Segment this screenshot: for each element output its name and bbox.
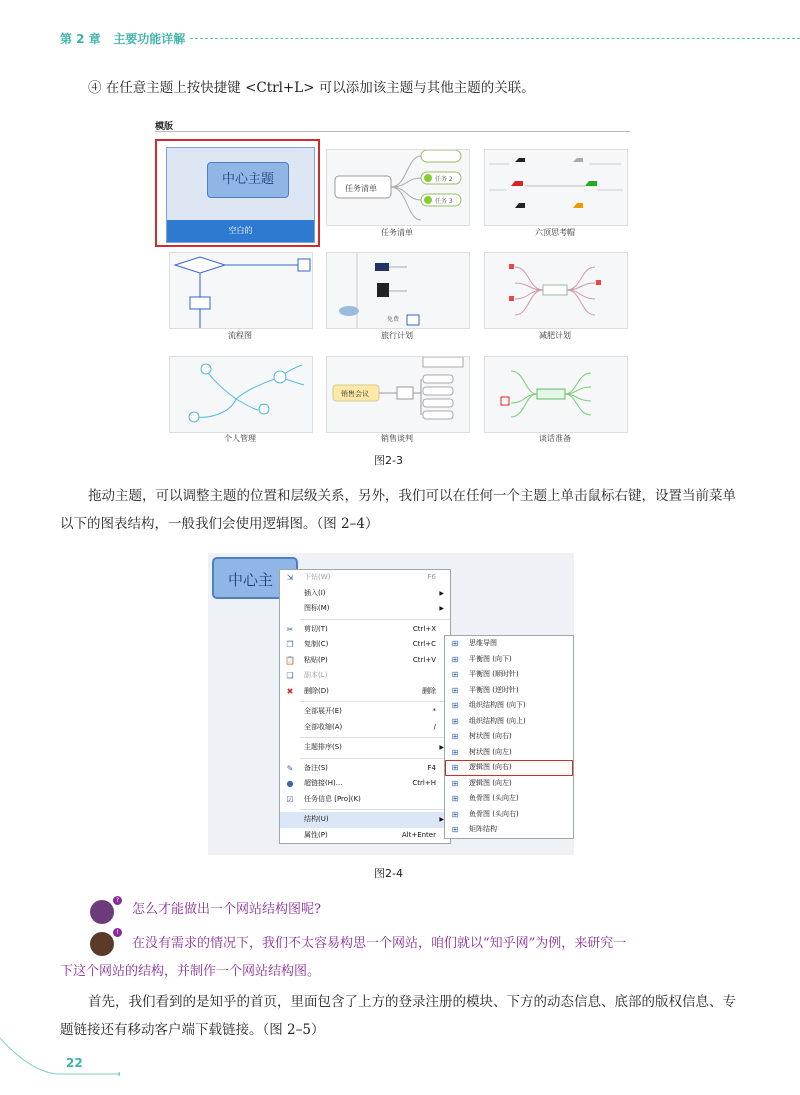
template-personal[interactable] bbox=[169, 356, 313, 433]
weight-loss-preview bbox=[485, 253, 627, 328]
structure-item[interactable] bbox=[445, 714, 573, 730]
menu-item-label: 副本(L) bbox=[304, 671, 328, 679]
template-task-list[interactable] bbox=[326, 149, 470, 226]
submenu-arrow-icon: ▶ bbox=[439, 744, 444, 751]
menu-item-shortcut: 删除 bbox=[422, 686, 436, 695]
label-task-list: 任务清单 bbox=[381, 228, 413, 237]
submenu-arrow-icon: ▶ bbox=[439, 589, 444, 597]
structure-item-label: 平衡图 (逆时针) bbox=[469, 685, 519, 694]
label-travel: 旅行计划 bbox=[381, 331, 413, 340]
template-six-hats[interactable] bbox=[484, 149, 628, 226]
menu-item-shortcut: / bbox=[433, 722, 436, 731]
structure-item[interactable] bbox=[445, 729, 573, 745]
label-conversation: 谈话准备 bbox=[539, 434, 571, 443]
menu-item[interactable] bbox=[280, 622, 450, 638]
menu-item-label: 删除(D) bbox=[304, 686, 329, 695]
template-conversation[interactable] bbox=[484, 356, 628, 433]
menu-item[interactable] bbox=[280, 812, 450, 828]
structure-item-label: 平衡图 (向下) bbox=[469, 654, 512, 663]
label-six-hats: 六顶思考帽 bbox=[535, 228, 575, 237]
structure-item-label: 逻辑图 (向左) bbox=[469, 778, 512, 787]
menu-separator bbox=[300, 701, 450, 702]
menu-item-label: 备注(S) bbox=[304, 763, 328, 772]
structure-item-label: 树状图 (向右) bbox=[469, 732, 512, 740]
menu-separator bbox=[300, 809, 450, 810]
menu-item-label: 全部收缩(A) bbox=[304, 722, 343, 731]
duplicate-icon: ❏ bbox=[286, 671, 294, 680]
menu-item-shortcut: * bbox=[432, 707, 436, 715]
menu-item[interactable] bbox=[280, 828, 450, 844]
center-topic[interactable]: 中心主 bbox=[212, 557, 298, 599]
template-panel-rule bbox=[155, 131, 630, 132]
template-sales[interactable] bbox=[326, 356, 470, 433]
structure-item[interactable] bbox=[445, 776, 573, 792]
structure-icon: ⊞ bbox=[451, 685, 459, 695]
context-menu bbox=[279, 569, 451, 844]
structure-submenu bbox=[444, 635, 574, 839]
task-item-2: 任务 2 bbox=[435, 176, 453, 183]
page-corner-decoration bbox=[0, 1030, 120, 1095]
cut-icon: ✂ bbox=[286, 624, 294, 634]
structure-item[interactable] bbox=[445, 760, 573, 776]
selected-template-highlight bbox=[155, 139, 320, 247]
structure-item-label: 鱼骨图 (头向右) bbox=[469, 809, 519, 818]
menu-item[interactable] bbox=[280, 653, 450, 669]
dialog-question: 怎么才能做出一个网站结构图呢? bbox=[132, 902, 321, 917]
structure-item-label: 鱼骨图 (头向左) bbox=[469, 794, 519, 802]
personal-preview bbox=[170, 357, 312, 432]
menu-item-shortcut: F6 bbox=[427, 573, 436, 581]
label-flowchart: 流程图 bbox=[228, 331, 252, 340]
menu-item[interactable] bbox=[280, 776, 450, 792]
note-icon: ✎ bbox=[286, 763, 294, 773]
conversation-preview bbox=[485, 357, 627, 432]
structure-icon: ⊞ bbox=[451, 747, 459, 757]
blank-label: 空白的 bbox=[167, 220, 314, 242]
travel-preview bbox=[327, 253, 469, 328]
travel-cost-label: 免费 bbox=[387, 316, 400, 323]
structure-item[interactable] bbox=[445, 822, 573, 838]
dialog-answer-line1: 在没有需求的情况下，我们不太容易构思一个网站，咱们就以“知乎网”为例，来研究一 bbox=[132, 936, 627, 951]
menu-item-label: 任务信息 [Pro](K) bbox=[304, 794, 361, 803]
menu-item-label: 粘贴(P) bbox=[304, 655, 328, 664]
template-flowchart[interactable] bbox=[169, 252, 313, 329]
menu-item[interactable] bbox=[280, 570, 450, 586]
structure-item[interactable] bbox=[445, 652, 573, 668]
paragraph-shortcut: ④ 在任意主题上按快捷键 <Ctrl+L> 可以添加该主题与其他主题的关联。 bbox=[88, 80, 535, 96]
paragraph-drag-topic: 拖动主题，可以调整主题的位置和层级关系，另外，我们可以在任何一个主题上单击鼠标右键，设置当前菜单以下的图表结构，一般我们会使用逻辑图。（图 2–4） bbox=[60, 488, 736, 532]
structure-item-label: 矩阵结构 bbox=[469, 825, 497, 833]
menu-item[interactable] bbox=[280, 586, 450, 602]
answer-badge-icon: ! bbox=[113, 928, 122, 937]
structure-item-label: 树状图 (向左) bbox=[469, 747, 512, 756]
drill-icon: ⇲ bbox=[286, 573, 294, 582]
template-travel[interactable] bbox=[326, 252, 470, 329]
chapter-number: 第 2 章 bbox=[60, 32, 101, 46]
structure-item-label: 组织结构图 (向上) bbox=[469, 716, 526, 725]
menu-item[interactable] bbox=[280, 740, 450, 756]
menu-item-label: 结构(U) bbox=[304, 815, 329, 823]
structure-item[interactable] bbox=[445, 667, 573, 683]
avatar-boy bbox=[90, 932, 114, 956]
template-panel bbox=[155, 115, 630, 445]
sales-preview bbox=[327, 357, 469, 432]
context-menu-screenshot bbox=[208, 553, 574, 855]
structure-icon: ⊞ bbox=[451, 809, 459, 819]
menu-separator bbox=[300, 758, 450, 759]
chapter-header bbox=[60, 30, 185, 47]
structure-icon: ⊞ bbox=[451, 654, 459, 664]
structure-item-label: 逻辑图 (向右) bbox=[469, 763, 512, 771]
menu-item-label: 图标(M) bbox=[304, 604, 330, 612]
menu-item-label: 插入(I) bbox=[304, 588, 326, 597]
structure-icon: ⊞ bbox=[451, 639, 459, 648]
menu-item[interactable] bbox=[280, 720, 450, 736]
task-list-preview bbox=[327, 150, 469, 225]
dialog-answer-line2: 下这个网站的结构，并制作一个网站结构图。 bbox=[60, 964, 321, 979]
menu-item[interactable] bbox=[280, 792, 450, 808]
structure-item-label: 思维导图 bbox=[469, 639, 497, 647]
question-badge-icon: ? bbox=[113, 896, 122, 905]
flowchart-preview bbox=[170, 253, 312, 328]
task-center-text: 任务清单 bbox=[345, 184, 377, 193]
structure-icon: ⊞ bbox=[451, 716, 459, 726]
menu-item[interactable] bbox=[280, 637, 450, 653]
structure-item[interactable] bbox=[445, 698, 573, 714]
structure-icon: ⊞ bbox=[451, 825, 459, 834]
menu-item-shortcut: Alt+Enter bbox=[401, 830, 436, 839]
avatar-girl bbox=[90, 900, 114, 924]
structure-icon: ⊞ bbox=[451, 732, 459, 741]
menu-item[interactable] bbox=[280, 601, 450, 617]
menu-separator bbox=[300, 737, 450, 738]
structure-icon: ⊞ bbox=[451, 670, 459, 679]
menu-item-label: 主题排序(S) bbox=[304, 743, 342, 751]
delete-icon: ✖ bbox=[286, 686, 294, 696]
figure-caption-2-4: 图2-4 bbox=[374, 867, 403, 880]
structure-item[interactable] bbox=[445, 807, 573, 823]
structure-icon: ⊞ bbox=[451, 763, 459, 772]
label-personal: 个人管理 bbox=[224, 434, 256, 443]
template-weight-loss[interactable] bbox=[484, 252, 628, 329]
sales-center-text: 销售会议 bbox=[341, 390, 369, 398]
menu-item-shortcut: F4 bbox=[427, 763, 436, 772]
structure-item[interactable] bbox=[445, 745, 573, 761]
menu-item-label: 超链接(H)... bbox=[304, 779, 343, 787]
task-icon: ☑ bbox=[286, 794, 294, 804]
label-weight-loss: 减肥计划 bbox=[539, 331, 571, 340]
paste-icon: 📋 bbox=[285, 655, 295, 665]
structure-icon: ⊞ bbox=[451, 794, 459, 803]
structure-icon: ⊞ bbox=[451, 701, 459, 710]
structure-item[interactable] bbox=[445, 636, 573, 652]
menu-separator bbox=[300, 619, 450, 620]
menu-item[interactable] bbox=[280, 668, 450, 684]
submenu-arrow-icon: ▶ bbox=[439, 816, 444, 823]
menu-item-shortcut: Ctrl+C bbox=[412, 640, 436, 648]
label-sales: 销售谈判 bbox=[381, 434, 413, 443]
structure-icon: ⊞ bbox=[451, 778, 459, 788]
structure-item[interactable] bbox=[445, 791, 573, 807]
menu-item[interactable] bbox=[280, 704, 450, 720]
link-icon: ● bbox=[286, 779, 294, 788]
copy-icon: ❐ bbox=[286, 640, 294, 649]
blank-center-topic: 中心主题 bbox=[207, 162, 289, 198]
six-hats-preview bbox=[485, 150, 627, 225]
figure-caption-2-3: 图2-3 bbox=[374, 454, 403, 467]
template-panel-title: 模版 bbox=[155, 122, 174, 132]
menu-item[interactable] bbox=[280, 761, 450, 777]
menu-item-shortcut: Ctrl+H bbox=[412, 779, 436, 787]
menu-item-label: 剪切(T) bbox=[304, 624, 328, 633]
menu-item[interactable] bbox=[280, 684, 450, 700]
menu-item-shortcut: Ctrl+X bbox=[412, 624, 436, 633]
chapter-title: 主要功能详解 bbox=[113, 32, 186, 46]
structure-item-label: 组织结构图 (向下) bbox=[469, 701, 526, 709]
paragraph-zhihu-home: 首先，我们看到的是知乎的首页，里面包含了上方的登录注册的模块、下方的动态信息、底部的版权信息、专题链接还有移动客户端下载链接。（图 2–5） bbox=[60, 994, 736, 1038]
menu-item-shortcut: Ctrl+V bbox=[412, 655, 436, 664]
header-rule bbox=[190, 38, 800, 39]
menu-item-label: 全部展开(E) bbox=[304, 707, 342, 715]
menu-item-label: 复制(C) bbox=[304, 640, 329, 648]
menu-item-label: 下钻(W) bbox=[304, 573, 331, 581]
page-number: 22 bbox=[66, 1056, 83, 1070]
menu-item-label: 属性(P) bbox=[304, 830, 328, 839]
structure-item[interactable] bbox=[445, 683, 573, 699]
task-item-3: 任务 3 bbox=[435, 198, 453, 205]
submenu-arrow-icon: ▶ bbox=[439, 605, 444, 612]
structure-item-label: 平衡图 (顺时针) bbox=[469, 670, 519, 678]
